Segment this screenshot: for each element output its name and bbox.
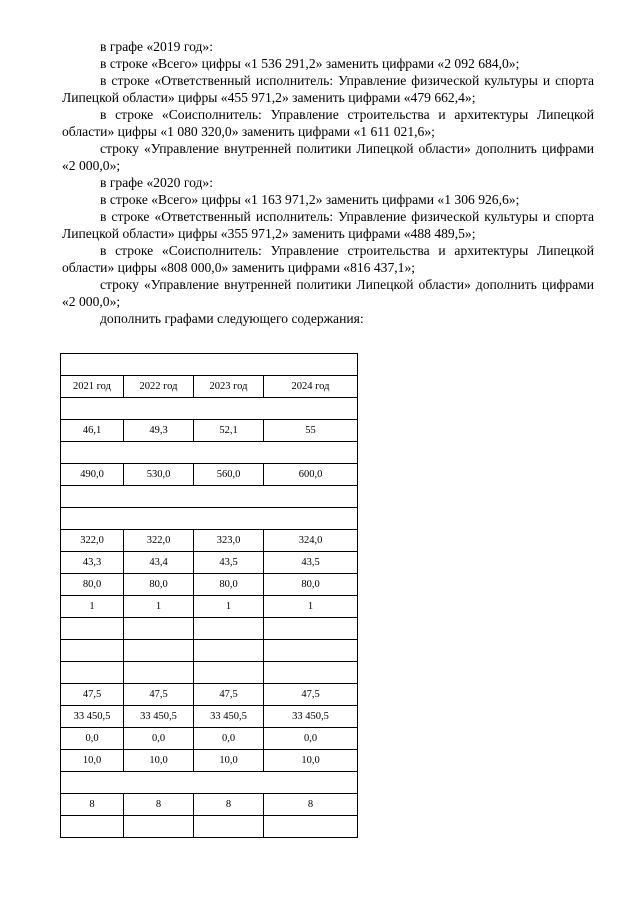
- table-cell: 80,0: [264, 574, 358, 596]
- table-cell: [264, 618, 358, 640]
- table-cell: 10,0: [61, 750, 124, 772]
- table-cell: [61, 354, 358, 376]
- table-header-row: [61, 376, 358, 398]
- paragraph: дополнить графами следующего содержания:: [100, 311, 364, 326]
- table-row: [61, 442, 358, 464]
- table-cell: [61, 640, 124, 662]
- table-cell: 560,0: [194, 464, 264, 486]
- table-cell: 43,4: [124, 552, 194, 574]
- column-header: 2021 год: [61, 376, 124, 398]
- table-cell: [61, 618, 124, 640]
- table-cell: 0,0: [264, 728, 358, 750]
- paragraph: в строке «Соисполнитель: Управление строительства и архитектуры Липецкой области» цифры «1 080 320,0» заменить цифрами «1 611 021,6»;: [62, 107, 594, 139]
- paragraph: в строке «Ответственный исполнитель: Управление физической культуры и спорта Липецкой области» цифры «455 971,2» заменить цифрами «479 662,4»;: [62, 73, 594, 105]
- table-cell: [194, 816, 264, 838]
- table-cell: 8: [194, 794, 264, 816]
- table-cell: [124, 816, 194, 838]
- table-row: [61, 640, 358, 662]
- table-row: [61, 398, 358, 420]
- table-cell: 490,0: [61, 464, 124, 486]
- table-cell: 33 450,5: [264, 706, 358, 728]
- table-cell: 80,0: [61, 574, 124, 596]
- table-cell: [194, 618, 264, 640]
- table-row: [61, 772, 358, 794]
- table-row: [61, 684, 358, 706]
- table-cell: [61, 398, 358, 420]
- table-row: [61, 816, 358, 838]
- table-row: [61, 530, 358, 552]
- years-table-wrapper: [60, 353, 358, 838]
- table-cell: 52,1: [194, 420, 264, 442]
- table-cell: 46,1: [61, 420, 124, 442]
- years-table: [60, 353, 358, 838]
- table-cell: [61, 662, 124, 684]
- table-top-row: [61, 354, 358, 376]
- table-cell: 10,0: [194, 750, 264, 772]
- table-cell: 47,5: [194, 684, 264, 706]
- table-cell: 80,0: [124, 574, 194, 596]
- table-cell: 0,0: [194, 728, 264, 750]
- table-cell: 10,0: [124, 750, 194, 772]
- paragraph: в графе «2019 год»:: [100, 39, 213, 54]
- table-cell: 10,0: [264, 750, 358, 772]
- table-row: [61, 794, 358, 816]
- table-cell: 324,0: [264, 530, 358, 552]
- table-row: [61, 464, 358, 486]
- table-cell: 1: [264, 596, 358, 618]
- table-row: [61, 486, 358, 508]
- table-row: [61, 750, 358, 772]
- column-header: 2022 год: [124, 376, 194, 398]
- table-cell: [61, 816, 124, 838]
- table-cell: [61, 772, 358, 794]
- column-header: 2023 год: [194, 376, 264, 398]
- table-cell: 80,0: [194, 574, 264, 596]
- table-cell: [194, 640, 264, 662]
- column-header: 2024 год: [264, 376, 358, 398]
- table-cell: 1: [124, 596, 194, 618]
- table-cell: 8: [264, 794, 358, 816]
- table-cell: 323,0: [194, 530, 264, 552]
- table-cell: 1: [194, 596, 264, 618]
- paragraph: строку «Управление внутренней политики Липецкой области» дополнить цифрами «2 000,0»;: [62, 277, 594, 309]
- table-cell: 33 450,5: [194, 706, 264, 728]
- table-cell: [61, 508, 358, 530]
- document-body: [62, 38, 594, 327]
- table-cell: 8: [61, 794, 124, 816]
- table-cell: 0,0: [61, 728, 124, 750]
- table-row: [61, 706, 358, 728]
- table-row: [61, 662, 358, 684]
- table-cell: 530,0: [124, 464, 194, 486]
- table-cell: 47,5: [264, 684, 358, 706]
- table-cell: [264, 640, 358, 662]
- table-cell: [61, 486, 358, 508]
- table-cell: [264, 662, 358, 684]
- table-cell: 0,0: [124, 728, 194, 750]
- table-cell: [124, 662, 194, 684]
- table-row: [61, 552, 358, 574]
- table-cell: 33 450,5: [124, 706, 194, 728]
- paragraph: в графе «2020 год»:: [100, 175, 213, 190]
- table-row: [61, 618, 358, 640]
- table-cell: 49,3: [124, 420, 194, 442]
- table-cell: 8: [124, 794, 194, 816]
- table-row: [61, 728, 358, 750]
- table-cell: [61, 442, 358, 464]
- table-row: [61, 574, 358, 596]
- table-cell: 322,0: [124, 530, 194, 552]
- paragraph: в строке «Ответственный исполнитель: Управление физической культуры и спорта Липецкой области» цифры «355 971,2» заменить цифрами «488 489,5»;: [62, 209, 594, 241]
- table-cell: [194, 662, 264, 684]
- table-row: [61, 420, 358, 442]
- table-cell: 47,5: [61, 684, 124, 706]
- table-cell: [124, 640, 194, 662]
- table-cell: 33 450,5: [61, 706, 124, 728]
- paragraph: в строке «Соисполнитель: Управление строительства и архитектуры Липецкой области» цифры «808 000,0» заменить цифрами «816 437,1»;: [62, 243, 594, 275]
- table-cell: 47,5: [124, 684, 194, 706]
- table-cell: [264, 816, 358, 838]
- table-cell: 55: [264, 420, 358, 442]
- table-cell: 43,3: [61, 552, 124, 574]
- table-cell: 43,5: [264, 552, 358, 574]
- table-cell: 43,5: [194, 552, 264, 574]
- paragraph: строку «Управление внутренней политики Липецкой области» дополнить цифрами «2 000,0»;: [62, 141, 594, 173]
- table-cell: 322,0: [61, 530, 124, 552]
- paragraph: в строке «Всего» цифры «1 163 971,2» заменить цифрами «1 306 926,6»;: [100, 192, 520, 207]
- table-row: [61, 596, 358, 618]
- table-cell: 600,0: [264, 464, 358, 486]
- table-cell: [124, 618, 194, 640]
- table-row: [61, 508, 358, 530]
- table-cell: 1: [61, 596, 124, 618]
- paragraph: в строке «Всего» цифры «1 536 291,2» заменить цифрами «2 092 684,0»;: [100, 56, 520, 71]
